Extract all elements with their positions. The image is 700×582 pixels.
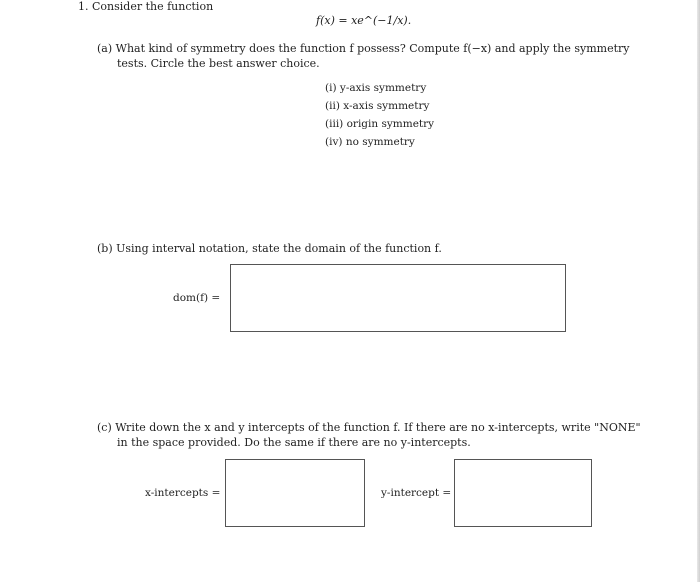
y-intercept-answer-box[interactable] — [454, 459, 592, 527]
function-formula: f(x) = xe^(−1/x). — [316, 14, 412, 27]
problem-intro: Consider the function — [92, 0, 214, 13]
choice-origin-symmetry[interactable]: (iii) origin symmetry — [325, 118, 435, 130]
part-c-text-line1: Write down the x and y intercepts of the function f. If there are no x-intercepts, write "NONE" — [115, 421, 641, 434]
x-intercepts-answer-box[interactable] — [225, 459, 365, 527]
choice-x-axis-symmetry[interactable]: (ii) x-axis symmetry — [325, 100, 430, 112]
part-c-question-line1 — [97, 421, 641, 434]
part-c-label: (c) — [97, 421, 112, 434]
part-b-text: Using interval notation, state the domain of the function f. — [116, 242, 442, 255]
problem-number: 1. — [78, 0, 89, 13]
domain-label: dom(f) = — [173, 292, 221, 304]
problem-header — [78, 0, 213, 13]
choice-no-symmetry[interactable]: (iv) no symmetry — [325, 136, 415, 148]
part-b-label: (b) — [97, 242, 113, 255]
part-a-label: (a) — [97, 42, 113, 55]
part-a-text-line1: What kind of symmetry does the function f possess? Compute f(−x) and apply the symmetry — [115, 42, 630, 55]
part-a-question-line1 — [97, 42, 630, 55]
part-c-text-line2: in the space provided. Do the same if there are no y-intercepts. — [117, 436, 471, 449]
domain-answer-box[interactable] — [230, 264, 566, 332]
x-intercepts-label: x-intercepts = — [145, 487, 221, 499]
part-b-question — [97, 242, 442, 255]
part-a-text-line2: tests. Circle the best answer choice. — [117, 57, 320, 70]
choice-y-axis-symmetry[interactable]: (i) y-axis symmetry — [325, 82, 427, 94]
y-intercept-label: y-intercept = — [381, 487, 452, 499]
